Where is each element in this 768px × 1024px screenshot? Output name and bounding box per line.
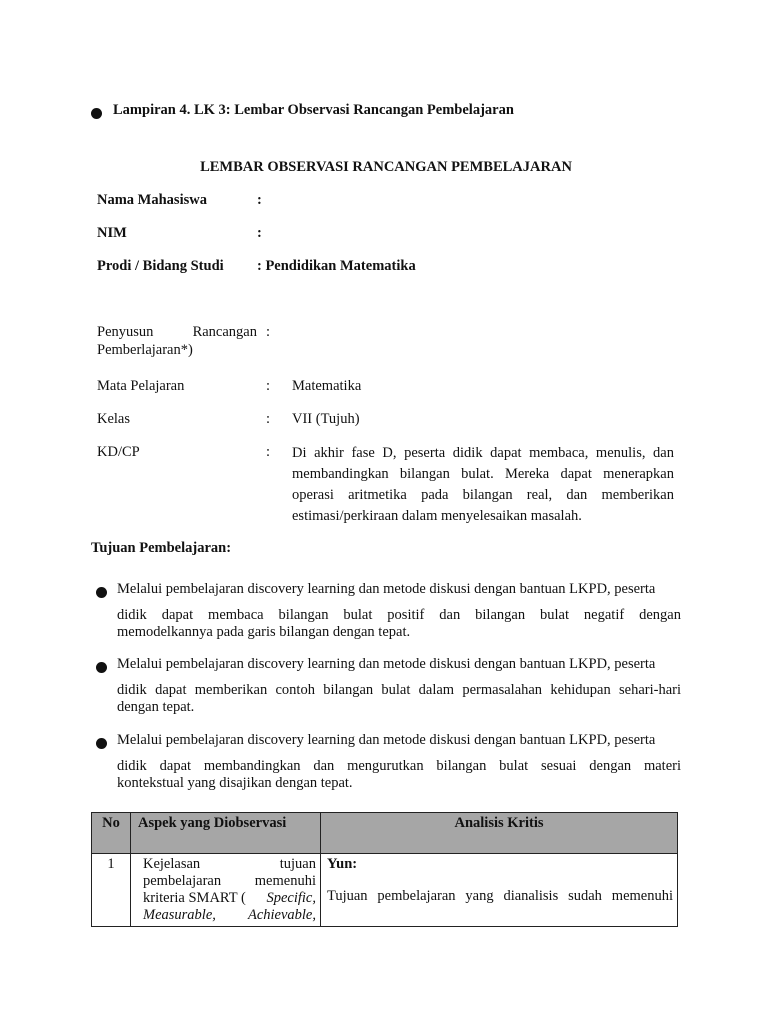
- penyusun-label-word2: Rancangan: [192, 324, 257, 340]
- identity-value-nama: :: [257, 192, 262, 208]
- tujuan-line: didik dapat membandingkan dan mengurutkan bilangan bulat sesuai dengan materi: [117, 758, 681, 774]
- kd-value-line: Di akhir fase D, peserta didik dapat membaca, menulis, dan: [292, 445, 674, 461]
- tujuan-line: Melalui pembelajaran discovery learning dan metode diskusi dengan bantuan LKPD, peserta: [117, 656, 656, 672]
- identity-value-prodi: : Pendidikan Matematika: [257, 258, 416, 274]
- kd-colon: :: [266, 444, 271, 460]
- penyusun-label-line2: Pemberlajaran*): [97, 342, 193, 358]
- identity-label-nama: Nama Mahasiswa: [97, 192, 207, 208]
- tujuan-item-1-cont: [117, 607, 681, 641]
- tujuan-line: Melalui pembelajaran discovery learning dan metode diskusi dengan bantuan LKPD, peserta: [117, 732, 656, 748]
- tujuan-item-3-cont: [117, 758, 681, 792]
- mapel-colon: :: [266, 378, 271, 394]
- aspek-fragment: kriteria SMART (: [143, 890, 246, 906]
- kelas-label: Kelas: [97, 411, 131, 427]
- tujuan-line: Melalui pembelajaran discovery learning dan metode diskusi dengan bantuan LKPD, peserta: [117, 581, 656, 597]
- tujuan-item-2: [117, 656, 681, 673]
- header-aspek: Aspek yang Diobservasi: [131, 813, 321, 854]
- row-aspek: [131, 854, 321, 927]
- tujuan-bullet-icon: [96, 662, 107, 673]
- row-analisis: [321, 854, 678, 927]
- tujuan-item-3: [117, 732, 681, 749]
- tujuan-heading: Tujuan Pembelajaran:: [91, 540, 232, 556]
- tujuan-line: didik dapat memberikan contoh bilangan bulat dalam permasalahan kehidupan sehari-hari: [117, 682, 681, 698]
- row-no: 1: [92, 854, 131, 927]
- appendix-heading: Lampiran 4. LK 3: Lembar Observasi Rancangan Pembelajaran: [113, 102, 514, 118]
- aspek-line: Kejelasan tujuan: [143, 856, 316, 872]
- aspek-line-3: [143, 890, 316, 907]
- tujuan-line: memodelkannya pada garis bilangan dengan tepat.: [117, 624, 411, 640]
- penyusun-colon: :: [266, 324, 271, 340]
- kd-value: [292, 443, 674, 527]
- aspek-line: pembelajaran memenuhi: [143, 873, 316, 889]
- identity-label-nim: NIM: [97, 225, 127, 241]
- aspek-line: Measurable, Achievable,: [143, 907, 316, 923]
- table-row: [92, 854, 678, 927]
- tujuan-line: kontekstual yang disajikan dengan tepat.: [117, 775, 353, 791]
- penyusun-label-word1: Penyusun: [97, 324, 154, 340]
- penyusun-label: [97, 324, 257, 359]
- kd-value-line: estimasi/perkiraan dalam menyelesaikan masalah.: [292, 508, 582, 524]
- identity-value-nim: :: [257, 225, 262, 241]
- header-analisis: Analisis Kritis: [321, 813, 678, 854]
- tujuan-item-2-cont: [117, 682, 681, 716]
- kd-label: KD/CP: [97, 444, 140, 460]
- mapel-value: Matematika: [292, 378, 362, 394]
- tujuan-bullet-icon: [96, 587, 107, 598]
- kelas-colon: :: [266, 411, 271, 427]
- mapel-label: Mata Pelajaran: [97, 378, 185, 394]
- tujuan-line: didik dapat membaca bilangan bulat positif dan bilangan bulat negatif dengan: [117, 607, 681, 623]
- tujuan-item-1: [117, 581, 681, 598]
- identity-label-prodi: Prodi / Bidang Studi: [97, 258, 224, 274]
- tujuan-bullet-icon: [96, 738, 107, 749]
- table-header-row: [92, 813, 678, 854]
- header-no: No: [92, 813, 131, 854]
- observation-table: [91, 812, 678, 927]
- analisis-text: Tujuan pembelajaran yang dianalisis sudah memenuhi: [327, 888, 673, 904]
- tujuan-line: dengan tepat.: [117, 699, 195, 715]
- kd-value-line: operasi aritmetika pada bilangan real, dan memberikan: [292, 487, 674, 503]
- aspek-fragment-italic: Specific,: [266, 890, 316, 906]
- analisis-reviewer: Yun:: [327, 856, 358, 872]
- heading-bullet-icon: [91, 108, 102, 119]
- kd-value-line: membandingkan bilangan bulat. Mereka dapat menerapkan: [292, 466, 674, 482]
- kelas-value: VII (Tujuh): [292, 411, 360, 427]
- page-title: LEMBAR OBSERVASI RANCANGAN PEMBELAJARAN: [200, 159, 572, 175]
